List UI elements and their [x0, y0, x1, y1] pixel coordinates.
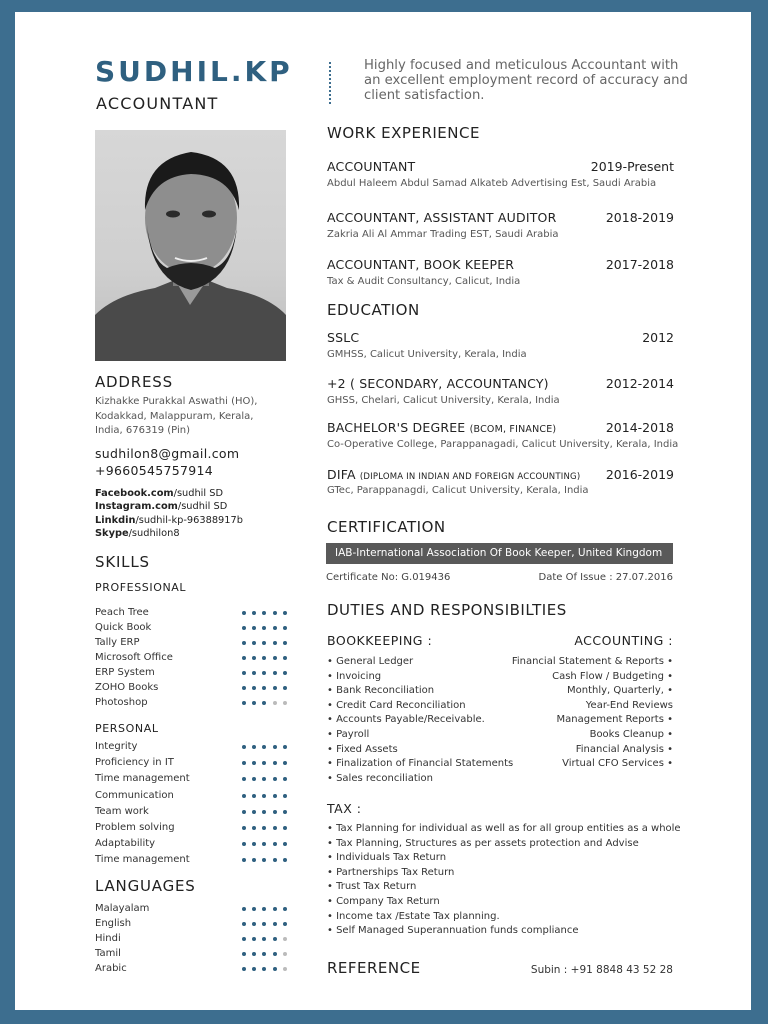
job-years: 2017-2018 — [605, 257, 674, 272]
list-item: • General Ledger — [327, 656, 414, 667]
rating-dot — [252, 858, 256, 862]
rating-dot — [262, 794, 266, 798]
rating-dot — [242, 907, 246, 911]
rating-dot — [283, 686, 287, 690]
rating-dot — [242, 626, 246, 630]
rating-dot — [273, 922, 277, 926]
list-item: • Fixed Assets — [327, 743, 398, 755]
skill-name: English — [95, 918, 132, 929]
skill-row — [95, 773, 287, 787]
rating-dot — [273, 701, 277, 705]
rating-dot — [262, 626, 266, 630]
job-title: ACCOUNTANT, ASSISTANT AUDITOR — [327, 210, 557, 225]
list-item: Books Cleanup • — [589, 728, 673, 740]
rating-dot — [273, 626, 277, 630]
list-item: • Individuals Tax Return — [327, 852, 447, 864]
skill-row — [95, 822, 287, 836]
rating-dot — [242, 937, 246, 941]
job-title: ACCOUNTANT — [327, 159, 416, 174]
skill-row — [95, 607, 287, 621]
rating-dot — [262, 858, 266, 862]
skill-row — [95, 757, 287, 771]
rating-dot — [252, 952, 256, 956]
skill-rating — [242, 745, 287, 749]
resume-page — [15, 12, 751, 1010]
rating-dot — [283, 671, 287, 675]
skill-name: Time management — [95, 773, 190, 785]
address-line: India, 676319 (Pin) — [95, 425, 190, 436]
skill-name: ZOHO Books — [95, 682, 159, 693]
skill-row — [95, 838, 287, 852]
dotted-divider — [329, 62, 331, 104]
degree-title: SSLC — [327, 330, 360, 345]
address-heading: ADDRESS — [95, 373, 173, 391]
list-item: • Tax Planning for individual as well as for all group entities as a whole — [327, 823, 681, 834]
skill-name: Proficiency in IT — [95, 757, 174, 769]
skill-name: Arabic — [95, 963, 127, 974]
certification-heading: CERTIFICATION — [327, 518, 446, 536]
profile-photo — [95, 130, 286, 361]
skill-row — [95, 806, 287, 820]
work-item — [327, 159, 674, 195]
skill-row — [95, 682, 287, 696]
social-links — [95, 487, 243, 540]
job-years: 2019-Present — [590, 159, 674, 174]
list-item: • Trust Tax Return — [327, 881, 417, 893]
skill-rating — [242, 858, 287, 862]
social-skype[interactable]: Skype/sudhilon8 — [95, 527, 180, 539]
rating-dot — [273, 686, 277, 690]
rating-dot — [283, 777, 287, 781]
list-item: • Sales reconciliation — [327, 772, 433, 784]
rating-dot — [262, 686, 266, 690]
languages-heading: LANGUAGES — [95, 877, 196, 895]
reference-contact: Subin : +91 8848 43 52 28 — [530, 964, 673, 976]
rating-dot — [262, 952, 266, 956]
accounting-heading: ACCOUNTING : — [574, 633, 673, 648]
skill-rating — [242, 842, 287, 846]
rating-dot — [283, 858, 287, 862]
rating-dot — [242, 745, 246, 749]
skill-name: Microsoft Office — [95, 652, 173, 663]
rating-dot — [283, 937, 287, 941]
rating-dot — [283, 761, 287, 765]
skill-rating — [242, 967, 287, 971]
address-line: Kodakkad, Malappuram, Kerala, — [95, 410, 254, 422]
skill-rating — [242, 611, 287, 615]
rating-dot — [283, 611, 287, 615]
skill-row — [95, 933, 287, 947]
skill-name: Adaptability — [95, 838, 156, 850]
contact-block — [95, 446, 239, 479]
personal-heading: PERSONAL — [95, 722, 159, 735]
rating-dot — [252, 907, 256, 911]
skill-name: Malayalam — [95, 903, 150, 914]
rating-dot — [283, 701, 287, 705]
degree-institution: GTec, Parappanagdi, Calicut University, Kerala, India — [327, 485, 589, 496]
candidate-role: ACCOUNTANT — [96, 94, 219, 113]
list-item: • Self Managed Superannuation funds compliance — [327, 925, 579, 937]
skill-row — [95, 903, 287, 917]
job-title: ACCOUNTANT, BOOK KEEPER — [327, 257, 515, 272]
rating-dot — [262, 922, 266, 926]
list-item: • Credit Card Reconciliation — [327, 699, 466, 711]
tax-list — [327, 822, 681, 939]
education-item — [327, 420, 679, 456]
rating-dot — [252, 656, 256, 660]
rating-dot — [262, 701, 266, 705]
skill-rating — [242, 907, 287, 911]
skill-rating — [242, 810, 287, 814]
list-item: Financial Statement & Reports • — [511, 656, 673, 667]
list-item: Cash Flow / Budgeting • — [552, 670, 673, 682]
address-line: Kizhakke Purakkal Aswathi (HO), — [95, 396, 258, 407]
rating-dot — [273, 671, 277, 675]
skill-name: Photoshop — [95, 697, 148, 708]
degree-years: 2014-2018 — [605, 420, 674, 435]
skill-name: Communication — [95, 789, 174, 801]
social-linkedin[interactable]: Linkdin/sudhil-kp-96388917b — [95, 514, 243, 526]
rating-dot — [252, 701, 256, 705]
rating-dot — [283, 641, 287, 645]
job-company: Zakria Ali Al Ammar Trading EST, Saudi Arabia — [327, 229, 559, 240]
skill-rating — [242, 671, 287, 675]
list-item: Financial Analysis • — [575, 743, 673, 755]
rating-dot — [262, 656, 266, 660]
education-item — [327, 330, 674, 366]
rating-dot — [273, 952, 277, 956]
degree-title: BACHELOR'S DEGREE (BCOM, FINANCE) — [327, 420, 557, 435]
rating-dot — [273, 656, 277, 660]
skill-row — [95, 652, 287, 666]
rating-dot — [273, 611, 277, 615]
skill-rating — [242, 641, 287, 645]
degree-institution: Co-Operative College, Parappanagadi, Calicut University, Kerala, India — [327, 439, 679, 450]
reference-heading: REFERENCE — [327, 959, 421, 977]
list-item: • Payroll — [327, 728, 370, 740]
skill-row — [95, 741, 287, 755]
degree-years: 2012-2014 — [605, 376, 674, 391]
rating-dot — [262, 842, 266, 846]
rating-dot — [262, 611, 266, 615]
rating-dot — [242, 952, 246, 956]
skill-name: Integrity — [95, 741, 138, 752]
skill-name: Problem solving — [95, 822, 175, 833]
rating-dot — [242, 810, 246, 814]
rating-dot — [283, 907, 287, 911]
list-item: • Company Tax Return — [327, 895, 440, 907]
address-block — [95, 395, 257, 439]
rating-dot — [242, 967, 246, 971]
rating-dot — [242, 826, 246, 830]
skill-row — [95, 622, 287, 636]
rating-dot — [283, 922, 287, 926]
education-heading: EDUCATION — [327, 301, 420, 319]
social-facebook[interactable]: Facebook.com/sudhil SD — [95, 488, 224, 499]
skill-row — [95, 697, 287, 711]
work-heading: WORK EXPERIENCE — [327, 124, 480, 142]
certificate-date: Date Of Issue : 27.07.2016 — [538, 572, 673, 583]
skill-rating — [242, 686, 287, 690]
rating-dot — [283, 626, 287, 630]
degree-title: +2 ( SECONDARY, ACCOUNTANCY) — [327, 376, 549, 391]
rating-dot — [252, 922, 256, 926]
rating-dot — [252, 641, 256, 645]
rating-dot — [283, 794, 287, 798]
rating-dot — [252, 745, 256, 749]
rating-dot — [252, 761, 256, 765]
duties-heading: DUTIES AND RESPONSIBILTIES — [327, 601, 567, 619]
rating-dot — [242, 858, 246, 862]
skill-rating — [242, 826, 287, 830]
list-item: Management Reports • — [556, 714, 673, 726]
list-item: • Accounts Payable/Receivable. — [327, 714, 485, 726]
degree-years: 2016-2019 — [605, 467, 674, 482]
rating-dot — [242, 842, 246, 846]
rating-dot — [242, 656, 246, 660]
certificate-number: Certificate No: G.019436 — [326, 572, 451, 583]
skill-rating — [242, 626, 287, 630]
rating-dot — [252, 626, 256, 630]
skill-row — [95, 790, 287, 804]
rating-dot — [242, 641, 246, 645]
rating-dot — [273, 858, 277, 862]
rating-dot — [262, 810, 266, 814]
skill-rating — [242, 761, 287, 765]
skill-rating — [242, 701, 287, 705]
list-item: • Partnerships Tax Return — [327, 866, 455, 878]
rating-dot — [242, 777, 246, 781]
list-item: Virtual CFO Services • — [562, 758, 673, 770]
rating-dot — [273, 826, 277, 830]
rating-dot — [283, 967, 287, 971]
rating-dot — [273, 777, 277, 781]
list-item: • Bank Reconciliation — [327, 685, 435, 697]
skill-row — [95, 637, 287, 651]
skill-row — [95, 948, 287, 962]
rating-dot — [252, 810, 256, 814]
rating-dot — [273, 641, 277, 645]
rating-dot — [242, 611, 246, 615]
skill-row — [95, 963, 287, 977]
job-company: Tax & Audit Consultancy, Calicut, India — [327, 276, 521, 287]
rating-dot — [252, 671, 256, 675]
skill-rating — [242, 922, 287, 926]
rating-dot — [273, 907, 277, 911]
rating-dot — [273, 745, 277, 749]
rating-dot — [273, 761, 277, 765]
rating-dot — [252, 611, 256, 615]
rating-dot — [283, 842, 287, 846]
rating-dot — [252, 777, 256, 781]
rating-dot — [252, 842, 256, 846]
list-item: Monthly, Quarterly, • — [567, 685, 673, 697]
skill-name: Team work — [95, 805, 149, 817]
skill-name: Peach Tree — [95, 607, 149, 618]
rating-dot — [262, 967, 266, 971]
summary-text: Highly focused and meticulous Accountant with an excellent employment record of accuracy and client satisfaction. — [364, 58, 688, 103]
rating-dot — [262, 826, 266, 830]
skill-name: Tamil — [95, 948, 121, 959]
rating-dot — [242, 671, 246, 675]
work-item — [327, 257, 674, 293]
rating-dot — [242, 701, 246, 705]
education-item — [327, 376, 674, 412]
skill-row — [95, 854, 287, 868]
rating-dot — [262, 761, 266, 765]
rating-dot — [262, 745, 266, 749]
phone-number: +9660545757914 — [95, 462, 214, 478]
skill-name: Hindi — [95, 933, 121, 944]
skill-row — [95, 918, 287, 932]
list-item: Year-End Reviews — [585, 699, 673, 711]
bookkeeping-list — [327, 655, 513, 786]
rating-dot — [273, 794, 277, 798]
email-link[interactable]: sudhilon8@gmail.com — [95, 446, 240, 461]
skill-rating — [242, 777, 287, 781]
list-item: • Income tax /Estate Tax planning. — [327, 910, 500, 922]
list-item: • Finalization of Financial Statements — [327, 758, 514, 770]
rating-dot — [262, 671, 266, 675]
rating-dot — [262, 937, 266, 941]
skill-rating — [242, 794, 287, 798]
list-item: • Invoicing — [327, 670, 382, 682]
certification-name: IAB-International Association Of Book Keeper, United Kingdom — [326, 543, 673, 564]
skill-rating — [242, 656, 287, 660]
skill-name: Tally ERP — [95, 637, 140, 648]
list-item: • Tax Planning, Structures as per assets protection and Advise — [327, 837, 639, 849]
rating-dot — [283, 952, 287, 956]
skills-heading: SKILLS — [95, 553, 150, 571]
skill-name: ERP System — [95, 667, 155, 678]
rating-dot — [242, 761, 246, 765]
skill-name: Time management — [95, 854, 190, 866]
skill-name: Quick Book — [95, 622, 152, 633]
rating-dot — [273, 937, 277, 941]
rating-dot — [252, 794, 256, 798]
skill-row — [95, 667, 287, 681]
degree-years: 2012 — [642, 330, 674, 345]
work-item — [327, 210, 674, 246]
rating-dot — [252, 937, 256, 941]
rating-dot — [242, 922, 246, 926]
rating-dot — [283, 826, 287, 830]
rating-dot — [242, 794, 246, 798]
rating-dot — [262, 641, 266, 645]
professional-heading: PROFESSIONAL — [95, 581, 187, 594]
education-item — [327, 467, 674, 503]
rating-dot — [273, 810, 277, 814]
accounting-list — [512, 655, 673, 772]
social-instagram[interactable]: Instagram.com/sudhil SD — [95, 501, 228, 513]
job-company: Abdul Haleem Abdul Samad Alkateb Advertising Est, Saudi Arabia — [327, 178, 657, 189]
skill-rating — [242, 937, 287, 941]
rating-dot — [252, 686, 256, 690]
rating-dot — [262, 907, 266, 911]
bookkeeping-heading: BOOKKEEPING : — [327, 633, 433, 648]
degree-institution: GMHSS, Calicut University, Kerala, India — [327, 349, 527, 360]
rating-dot — [273, 967, 277, 971]
skill-rating — [242, 952, 287, 956]
rating-dot — [262, 777, 266, 781]
rating-dot — [252, 967, 256, 971]
rating-dot — [283, 745, 287, 749]
degree-institution: GHSS, Chelari, Calicut University, Kerala, India — [327, 395, 560, 406]
job-years: 2018-2019 — [605, 210, 674, 225]
rating-dot — [242, 686, 246, 690]
tax-heading: TAX : — [327, 801, 362, 816]
rating-dot — [252, 826, 256, 830]
rating-dot — [273, 842, 277, 846]
degree-title: DIFA (DIPLOMA IN INDIAN AND FOREIGN ACCOUNTING) — [327, 467, 581, 482]
rating-dot — [283, 656, 287, 660]
rating-dot — [283, 810, 287, 814]
candidate-name: SUDHIL.KP — [95, 55, 293, 88]
